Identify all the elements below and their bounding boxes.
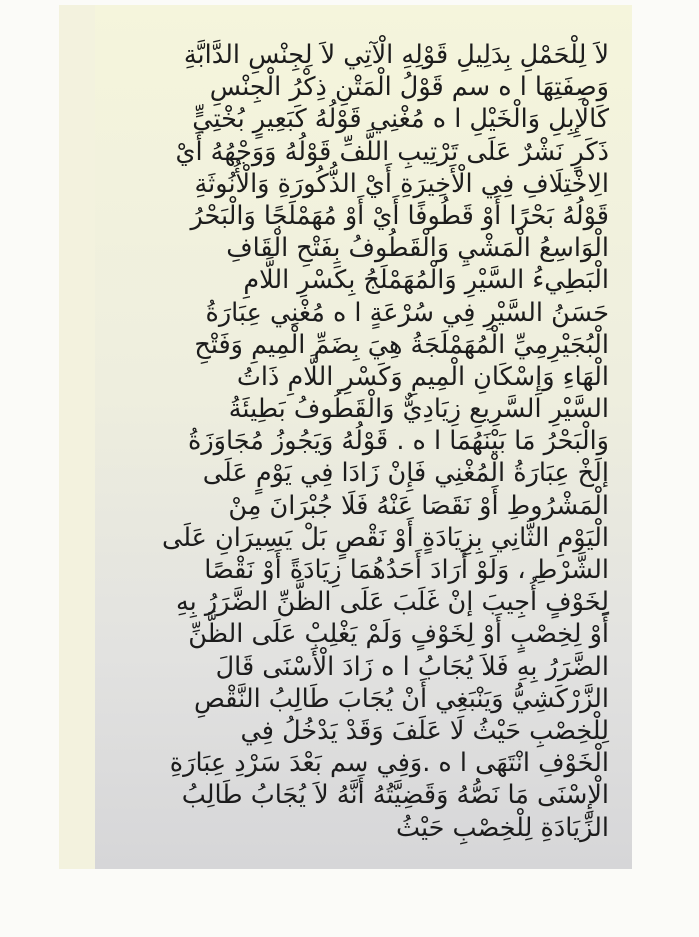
text-line: الْمَشْرُوطِ أَوْ نَقَصَا عَنْهُ فَلَا جُبْرَانَ مِنْ	[228, 490, 609, 521]
arabic-text-block	[123, 39, 609, 844]
text-line: الْبَطِيءُ السَّيْرِ وَالْمُهَمْلَجُ بِكَسْرِ اللَّامِ	[243, 265, 609, 296]
page-edge-strip	[59, 5, 95, 869]
text-line: الِاخْتِلَافِ فِي الْأَخِيرَةِ أَيْ الذُّكُورَةِ وَالْأُنُوثَةِ	[194, 168, 609, 199]
text-line: لاَ لِلْحَمْلِ بِدَلِيلِ قَوْلِهِ الْآتِي لاَ لِجِنْسِ الدَّابَّةِ	[183, 40, 609, 70]
text-line: وَصِفَتِهَا ا ه سم قَوْلُ الْمَتْنِ ذِكْرُ الْجِنْسِ	[209, 72, 609, 103]
text-line: الْيَوْمِ الثَّانِي بِزِيَادَةٍ أَوْ نَقْصٍ بَلْ يَسِيرَانِ عَلَى	[161, 522, 609, 553]
text-line: الْهَاءِ وَإِسْكَانِ الْمِيمِ وَكَسْرِ اللَّامِ ذَاتُ	[236, 361, 609, 392]
text-line: حَسَنُ السَّيْرِ فِي سُرْعَةٍ ا ه مُغْنِي عِبَارَةُ	[205, 297, 609, 328]
text-line: السَّيْرِ السَّرِيعِ زِيَادِيٌّ وَالْقَطُوفُ بَطِيئَةُ	[228, 394, 609, 425]
text-line: ذَكَرٍ نَشْرٌ عَلَى تَرْتِيبِ اللَّفِّ قَوْلُهُ وَوَجْهُهُ أَيْ	[175, 136, 609, 167]
text-line: الْوَاسِعُ الْمَشْيِ وَالْقَطُوفُ بِفَتْحِ الْقَافِ	[226, 233, 609, 264]
text-line: أَوْ لِخِصْبٍ أَوْ لِخَوْفٍ وَلَمْ يَغْلِبْ عَلَى الظَّنِّ	[188, 619, 609, 650]
text-line: لِلْخِصْبِ حَيْثُ لَا عَلَفَ وَقَدْ يَدْخُلُ فِي	[240, 715, 609, 746]
text-line: الْإِسْنَى مَا نَصُّهُ وَقَضِيَّتُهُ أَنَّهُ لاَ يُجَابُ طَالِبُ	[181, 780, 609, 811]
text-line: كَالْإِبِلِ وَالْخَيْلِ ا ه مُغْنِي قَوْلُهُ كَبَعِيرٍ بُخْتِيٍّ	[192, 104, 609, 135]
text-line: لِخَوْفٍ أُجِيبَ إنْ غَلَبَ عَلَى الظَّنِّ الضَّرَرُ بِهِ	[175, 587, 609, 618]
text-line: الزَّرْكَشِيُّ وَيَنْبَغِي أَنْ يُجَابَ طَالِبُ النَّقْصِ	[194, 683, 609, 714]
text-line: الْخَوْفِ انْتَهَى ا ه .وَفِي سم بَعْدَ سَرْدِ عِبَارَةِ	[169, 748, 609, 779]
text-line: قَوْلُهُ بَحْرًا أَوْ قَطُوفًا أَيْ أَوْ مُهَمْلَجًا وَالْبَحْرُ	[190, 200, 609, 231]
text-line: الْبُجَيْرِمِيِّ الْمُهَمْلَجَةُ هِيَ بِضَمِّ الْمِيمِ وَفَتْحِ	[194, 329, 609, 360]
text-line: وَالْبَحْرُ مَا بَيْنَهُمَا ا ه . قَوْلُهُ وَيَجُوزُ مُجَاوَزَةُ	[187, 426, 609, 457]
text-line: الضَّرَرُ بِهِ فَلاَ يُجَابُ ا ه زَادَ الْأَسْنَى قَالَ	[215, 651, 609, 682]
text-line: إلَخْ عِبَارَةُ الْمُغْنِي فَإِنْ زَادَا فِي يَوْمٍ عَلَى	[202, 458, 609, 489]
text-line: الشَّرْطِ ، وَلَوْ أَرَادَ أَحَدُهُمَا زِيَادَةً أَوْ نَقْصًا	[204, 555, 609, 585]
text-line: الزِّيَادَةِ لِلْخِصْبِ حَيْثُ	[395, 812, 609, 843]
document-page	[59, 5, 632, 869]
